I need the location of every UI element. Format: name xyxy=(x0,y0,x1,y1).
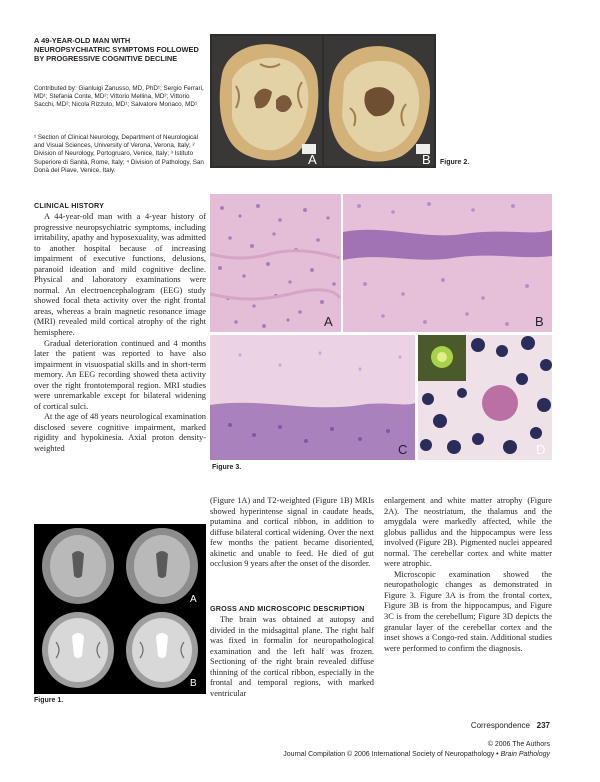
figure-3-panel-b xyxy=(343,194,552,332)
figure-3-panel-d xyxy=(418,335,552,460)
figure-3-panel-a-image xyxy=(210,194,341,332)
clinical-history-heading: CLINICAL HISTORY xyxy=(34,201,105,210)
figure-1-label-a: A xyxy=(190,594,197,605)
figure-3-panel-c-image xyxy=(210,335,415,460)
figure-3-panel-b-image xyxy=(343,194,552,332)
gross-paragraph-1: The brain was obtained at autopsy and divided in the midsagittal plane. The right half was fixed in formalin for neuropathological examination and the left half was frozen. Sectioning of the right brain revealed diffuse thinning of the cortical ribbon, especially in the frontal and temporal regions, with marked ventricular xyxy=(210,615,374,698)
figure-1-label-b: B xyxy=(190,678,197,689)
figure-3-panel-d-image xyxy=(418,335,552,460)
page-number: 237 xyxy=(536,721,550,730)
article-title: A 49-YEAR-OLD MAN WITH NEUROPSYCHIATRIC SYMPTOMS FOLLOWED BY PROGRESSIVE COGNITIVE DECLINE xyxy=(34,36,199,64)
figure-2-label-b: B xyxy=(422,152,431,167)
footer-journal xyxy=(283,751,550,758)
clinical-history-paragraph-2: Gradual deterioration continued and 4 months later the patient was reported to have also impairment in visuospatial skills and in short-term memory. An EEG recording showed theta activity over the right frontotemporal region. MRI studies were unremarkable except for bilateral widening of cortical sulci. xyxy=(34,338,206,411)
affiliations: ¹ Section of Clinical Neurology, Department of Neurological and Visual Sciences, University of Verona, Verona, Italy; ² Division of Neurology, Portogruaro, Venice, Italy; ³ Istituto Superiore di Sanità, Rome, Italy; ⁴ Division of Pathology, San Donà del Piave, Venice, Italy. xyxy=(34,134,204,174)
figure-3-panel-c xyxy=(210,335,415,460)
figure-1 xyxy=(34,524,206,694)
gross-paragraph-1-continued: enlargement and white matter atrophy (Figure 2A). The neostriatum, the thalamus and the amygdala were markedly affected, while the globus pallidus and the hippocampus were less involved (Figure 2B). Pigmented nuclei appeared normal. The cerebellar cortex and white matter were atrophic. xyxy=(384,496,552,569)
clinical-history-paragraph-3: At the age of 48 years neurological examination disclosed severe cognitive impairment, marked rigidity and hypokinesia. Axial proton density-weighted xyxy=(34,412,206,454)
figure-3-label-a: A xyxy=(324,314,333,329)
figure-2-label-a: A xyxy=(308,152,317,167)
figure-2-caption: Figure 2. xyxy=(440,159,470,166)
footer-section-page xyxy=(471,721,550,730)
figure-3 xyxy=(210,194,552,460)
gross-text-part-1 xyxy=(210,615,374,699)
clinical-history-continued xyxy=(210,496,374,570)
figure-1-image xyxy=(34,524,206,694)
figure-3-caption: Figure 3. xyxy=(212,464,242,471)
gross-text-part-2 xyxy=(384,496,552,654)
figure-1-caption: Figure 1. xyxy=(34,697,64,704)
clinical-history-paragraph-1: A 44-year-old man with a 4-year history of progressive neuropsychiatric symptoms, including irritability, apathy and hyposexuality, was admitted to another hospital because of increasing impairment of executive functions, delusions, paranoid ideation and mild cognitive decline. Physical and laboratory examinations were normal. An electroencephalogram (EEG) study showed focal theta activity over the right frontal areas, whereas a brain magnetic resonance image (MRI) revealed mild cortical atrophy of the right hemisphere. xyxy=(34,212,206,338)
footer-section: Correspondence xyxy=(470,721,530,730)
figure-3-label-c: C xyxy=(398,442,408,457)
figure-3-label-b: B xyxy=(535,314,544,329)
gross-microscopic-heading: GROSS AND MICROSCOPIC DESCRIPTION xyxy=(210,604,365,613)
gross-paragraph-2: Microscopic examination showed the neuropathologic changes as demonstrated in Figure 3. Figure 3A is from the frontal cortex, Figure 3B is from the hippocampus, and Figure 3C is from the cerebellum; Figure 3D depicts the granular layer of the cerebellar cortex and the inset shows a Congo-red stain. Additional studies were performed to confirm the diagnosis. xyxy=(384,569,552,653)
figure-2-image xyxy=(210,34,436,168)
footer-journal-prefix: Journal Compilation © 2006 International Society of Neuropathology • xyxy=(283,751,499,758)
clinical-history-paragraph-3-continued: (Figure 1A) and T2-weighted (Figure 1B) MRIs showed hyperintense signal in caudate heads, putamina and cortical ribbon, in addition to diffuse bilateral cortical widening. Over the next few months the patient became disoriented, akinetic and unable to feed. He died of gut occlusion 9 years after the onset of the disorder. xyxy=(210,496,374,569)
figure-3-panel-a xyxy=(210,194,341,332)
clinical-history-text xyxy=(34,212,206,455)
figure-3-label-d: D xyxy=(536,442,546,457)
footer-copyright: © 2006 The Authors xyxy=(487,741,550,748)
footer-journal-name: Brain Pathology xyxy=(500,751,550,758)
contributors: Contributed by: Gianluigi Zanusso, MD, PhD¹; Sergio Ferrari, MD¹; Stefania Conte, MD²; Vittorio Mellina, MD²; Vittorio Sacchi, MD²; Nicola Rizzuto, MD¹; Salvatore Monaco, MD¹ xyxy=(34,85,204,109)
figure-2 xyxy=(210,34,436,168)
